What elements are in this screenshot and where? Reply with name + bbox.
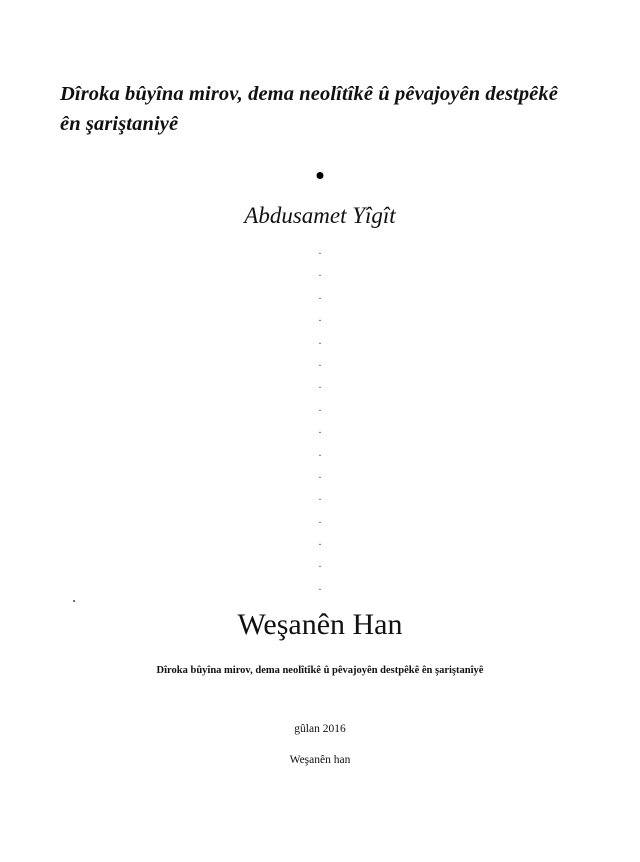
list-item: . xyxy=(318,491,322,504)
list-item: . xyxy=(318,401,322,414)
list-item: . xyxy=(318,558,322,571)
list-item: . xyxy=(318,245,322,257)
list-item: . xyxy=(318,580,322,593)
bullet-separator-icon xyxy=(317,172,324,179)
publication-date: gûlan 2016 xyxy=(294,723,346,735)
list-item: . xyxy=(318,468,322,481)
running-title: Dîroka bûyîna mirov, dema neolîtîkê û pêvajoyên destpêkê ên şariştanîyê xyxy=(156,665,484,676)
list-item: . xyxy=(318,536,322,549)
page-title: Dîroka bûyîna mirov, dema neolîtîkê û pêvajoyên destpêkê ên şariştaniyê xyxy=(60,83,558,135)
list-item: . xyxy=(318,424,322,437)
author-name: Abdusamet Yîgît xyxy=(244,203,396,228)
title-block xyxy=(60,80,580,139)
list-item: . xyxy=(318,356,322,369)
list-item: . xyxy=(318,513,322,526)
list-item: . xyxy=(318,379,322,392)
list-item: . xyxy=(318,267,322,280)
stray-dot-mark xyxy=(73,600,75,602)
list-item: . xyxy=(318,289,322,302)
list-item: . xyxy=(318,334,322,347)
publisher-name: Weşanên Han xyxy=(237,608,403,641)
publisher-imprint: Weşanên han xyxy=(289,754,351,766)
list-item: . xyxy=(318,312,322,325)
list-item: . xyxy=(318,446,322,459)
dot-leader-column xyxy=(0,240,640,598)
